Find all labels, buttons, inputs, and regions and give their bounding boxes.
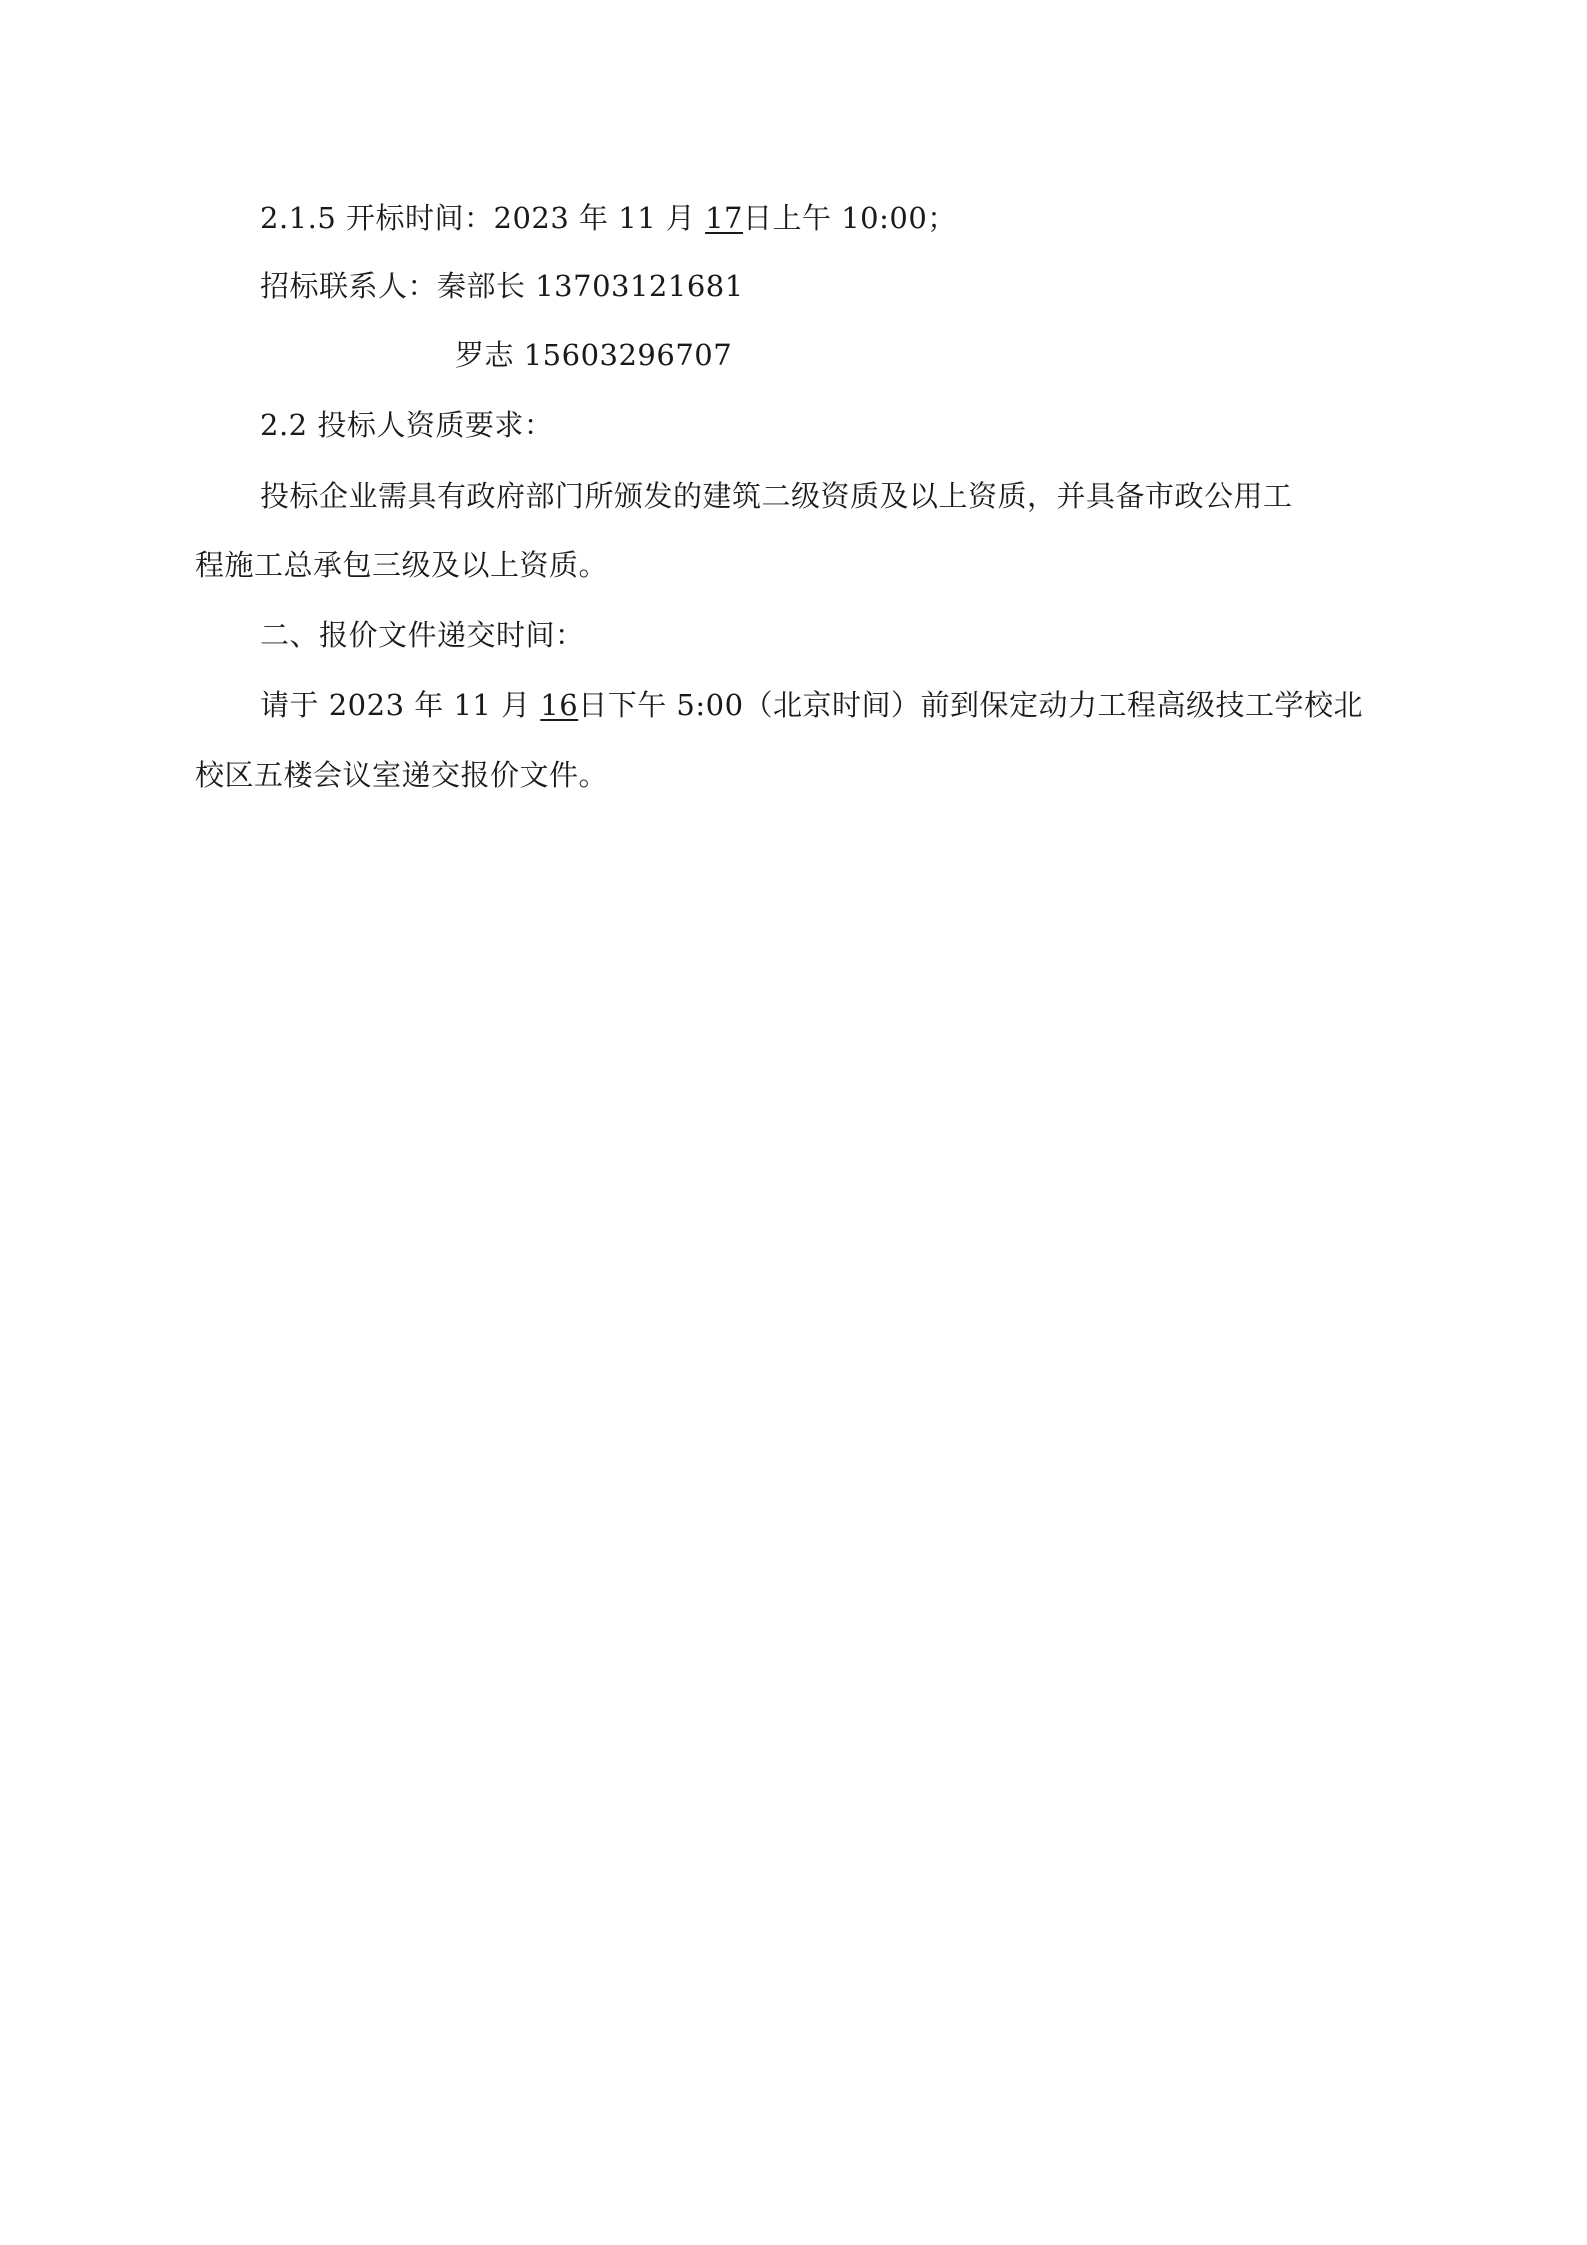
contact-line-1: 招标联系人：秦部长 13703121681: [260, 269, 744, 303]
contact-line-2: 罗志 15603296707: [455, 338, 733, 372]
qualification-line-2: 程施工总承包三级及以上资质。: [195, 548, 609, 582]
submission-suffix: 日下午 5:00（北京时间）前到保定动力工程高级技工学校北: [578, 688, 1364, 722]
submission-prefix: 请于 2023 年 11 月: [260, 688, 541, 722]
opening-time-line: [260, 198, 957, 238]
submission-day: 16: [540, 688, 579, 722]
submission-line-2: 校区五楼会议室递交报价文件。: [195, 758, 609, 792]
opening-time-prefix: 2.1.5 开标时间：2023 年 11 月: [260, 201, 706, 235]
opening-time-suffix: 日上午 10:00；: [743, 201, 957, 235]
opening-time-day: 17: [705, 201, 743, 235]
submission-heading: 二、报价文件递交时间：: [260, 618, 585, 652]
submission-line-1: [260, 685, 1363, 725]
qualification-heading: 2.2 投标人资质要求：: [260, 408, 554, 442]
qualification-line-1: 投标企业需具有政府部门所颁发的建筑二级资质及以上资质，并具备市政公用工: [260, 479, 1293, 513]
